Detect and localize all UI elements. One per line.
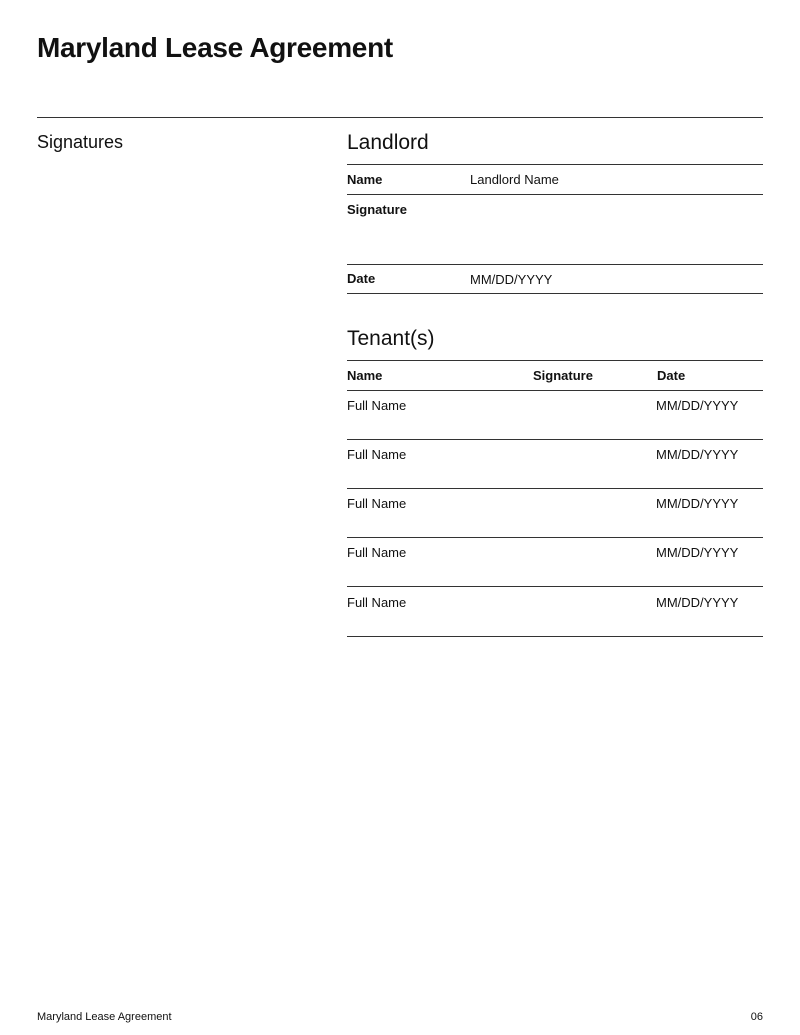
landlord-name-rule (347, 194, 763, 195)
tenant-date-field[interactable]: MM/DD/YYYY (656, 447, 739, 462)
tenants-column-date: Date (657, 368, 686, 383)
landlord-date-label: Date (347, 271, 376, 286)
tenant-date-field[interactable]: MM/DD/YYYY (656, 595, 739, 610)
tenant-row (347, 391, 763, 440)
tenants-column-name: Name (347, 368, 383, 383)
document-title: Maryland Lease Agreement (37, 32, 393, 63)
landlord-name-field[interactable]: Landlord Name (470, 172, 559, 187)
tenant-name-field[interactable]: Full Name (347, 595, 407, 610)
tenant-row-rule (347, 586, 763, 587)
landlord-date-rule (347, 293, 763, 294)
tenant-name-field[interactable]: Full Name (347, 447, 407, 462)
tenant-name-field[interactable]: Full Name (347, 545, 407, 560)
tenant-row (347, 440, 763, 489)
tenant-row (347, 588, 763, 637)
landlord-signature-field[interactable] (470, 198, 763, 242)
landlord-heading: Landlord (347, 131, 429, 154)
tenant-name-field[interactable]: Full Name (347, 496, 407, 511)
tenants-heading: Tenant(s) (347, 327, 435, 350)
tenants-column-signature: Signature (533, 368, 593, 383)
header-divider (37, 117, 763, 118)
footer-page-number: 06 (750, 1011, 763, 1023)
landlord-name-label: Name (347, 172, 383, 187)
tenant-row-rule (347, 636, 763, 637)
section-label: Signatures (37, 132, 124, 152)
tenant-signature-field[interactable] (497, 538, 647, 586)
landlord-date-field[interactable]: MM/DD/YYYY (470, 272, 553, 287)
tenant-signature-field[interactable] (497, 588, 647, 636)
landlord-signature-label: Signature (347, 202, 407, 217)
tenant-date-field[interactable]: MM/DD/YYYY (656, 398, 739, 413)
tenants-top-rule (347, 360, 763, 361)
tenant-date-field[interactable]: MM/DD/YYYY (656, 496, 739, 511)
landlord-signature-rule (347, 264, 763, 265)
tenant-name-field[interactable]: Full Name (347, 398, 407, 413)
tenant-signature-field[interactable] (497, 489, 647, 537)
footer-document-name: Maryland Lease Agreement (37, 1011, 172, 1023)
landlord-top-rule (347, 164, 763, 165)
tenant-date-field[interactable]: MM/DD/YYYY (656, 545, 739, 560)
tenant-row (347, 489, 763, 538)
tenant-signature-field[interactable] (497, 440, 647, 488)
tenant-row (347, 538, 763, 587)
tenant-signature-field[interactable] (497, 391, 647, 439)
